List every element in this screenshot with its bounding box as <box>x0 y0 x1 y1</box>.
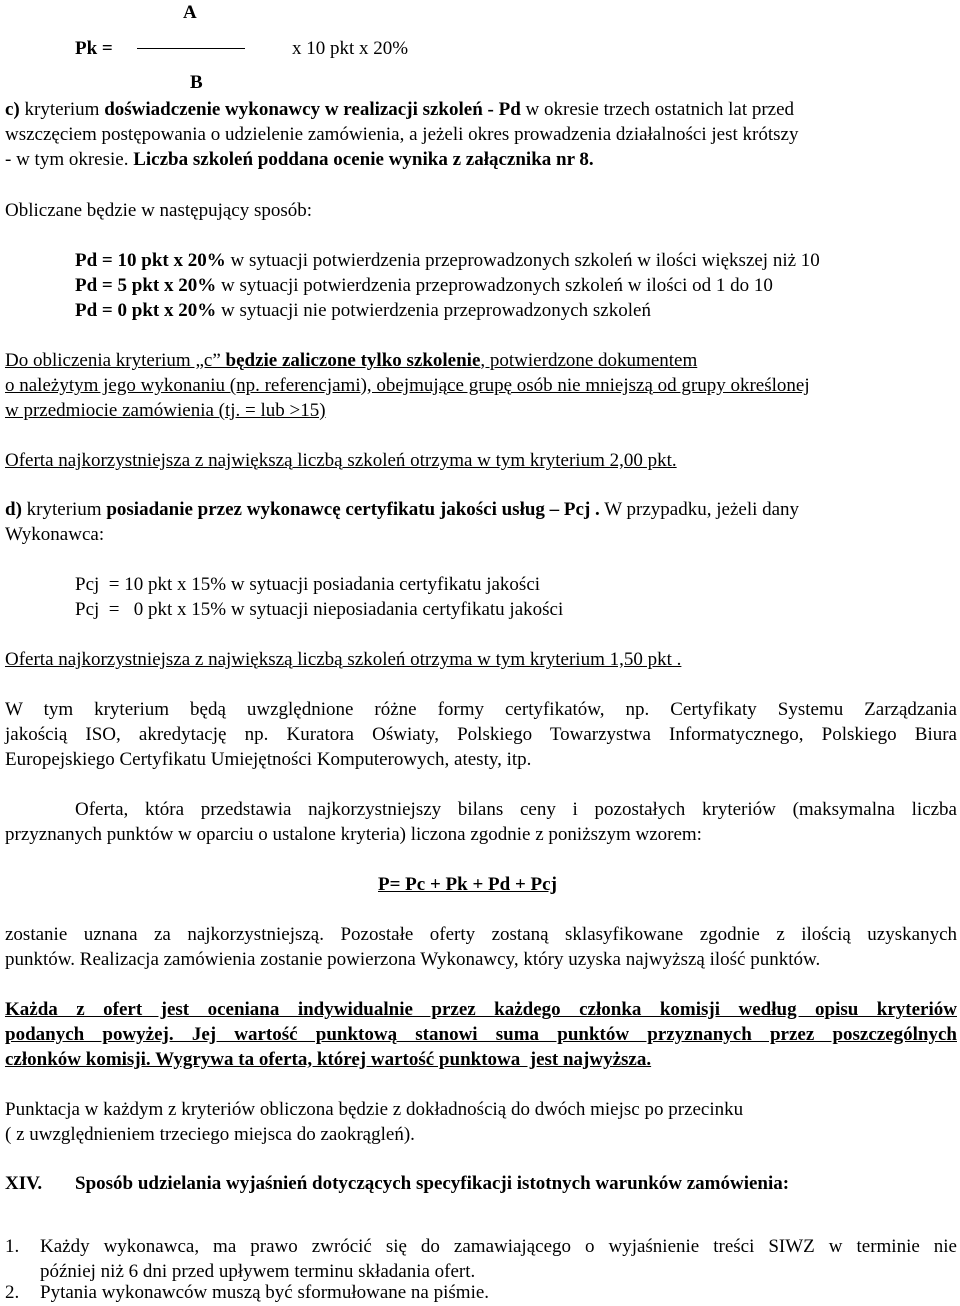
note-line3: w przedmiocie zamówienia (tj. = lub >15) <box>5 400 326 421</box>
section-c-letter: c) <box>5 99 20 120</box>
note-line1-bold: będzie zaliczone tylko szkolenie <box>225 350 481 371</box>
bold-note-line2: podanych powyżej. Jej wartość punktową stanowi suma punktów przyznanych przez poszczególnych <box>5 1024 957 1045</box>
fraction-bar <box>137 48 245 49</box>
bold-note-line1: Każda z ofert jest oceniana indywidualnie przez każdego członka komisji według opisu kryteriów <box>5 999 957 1020</box>
xiv-item-1-line2: później niż 6 dni przed upływem terminu składania ofert. <box>40 1261 476 1282</box>
pd-rule-2 <box>75 273 773 298</box>
section-d-line1-rest: W przypadku, jeżeli dany <box>599 499 800 520</box>
section-d-line1 <box>5 497 799 522</box>
xiv-item-1-number: 1. <box>5 1236 20 1257</box>
summary-formula: P= Pc + Pk + Pd + Pcj <box>378 874 557 895</box>
summary-p1-line2: przyznanych punktów w oparciu o ustalone kryteria) liczona zgodnie z poniższym wzorem: <box>5 824 702 845</box>
summary-p3-line2: ( z uwzględnieniem trzeciego miejsca do zaokrągleń). <box>5 1124 415 1145</box>
certs-line1: W tym kryterium będą uwzględnione różne formy certyfikatów, np. Certyfikaty Systemu Zarządzania <box>5 699 957 720</box>
section-c-criterion: doświadczenie wykonawcy w realizacji szkoleń - Pd <box>104 99 521 120</box>
section-d-letter: d) <box>5 499 22 520</box>
note-line1-a: Do obliczenia kryterium „c” <box>5 350 226 371</box>
pd-rule-1-formula: Pd = 10 pkt x 20% <box>75 250 226 271</box>
section-xiv-title: Sposób udzielania wyjaśnień dotyczących specyfikacji istotnych warunków zamówienia: <box>75 1173 790 1194</box>
formula-numerator: A <box>183 2 197 23</box>
section-d-criterion: posiadanie przez wykonawcę certyfikatu jakości usług – Pcj . <box>106 499 600 520</box>
summary-p1-line1: Oferta, która przedstawia najkorzystniejszy bilans ceny i pozostałych kryteriów (maksymalna liczba <box>75 799 957 820</box>
pd-rule-3-formula: Pd = 0 pkt x 20% <box>75 300 217 321</box>
section-c-line1-rest: w okresie trzech ostatnich lat przed <box>520 99 795 120</box>
note-line2: o należytym jego wykonaniu (np. referencjami), obejmujące grupę osób nie mniejszą od grupy określonej <box>5 375 810 396</box>
xiv-item-2-line1: Pytania wykonawców muszą być sformułowane na piśmie. <box>40 1282 490 1303</box>
section-c-line3-bold: Liczba szkoleń poddana ocenie wynika z załącznika nr 8. <box>133 149 594 170</box>
best-offer-c: Oferta najkorzystniejsza z największą liczbą szkoleń otrzyma w tym kryterium 2,00 pkt. <box>5 450 677 471</box>
pcj-rule-1: Pcj = 10 pkt x 15% w sytuacji posiadania certyfikatu jakości <box>75 574 541 595</box>
bold-note-line3: członków komisji. Wygrywa ta oferta, której wartość punktowa jest najwyższa. <box>5 1049 652 1070</box>
xiv-item-2-number: 2. <box>5 1282 20 1303</box>
section-xiv-number: XIV. <box>5 1173 43 1194</box>
section-c-line1 <box>5 97 794 122</box>
section-c-intro: kryterium <box>19 99 105 120</box>
summary-p2-line2: punktów. Realizacja zamówienia zostanie powierzona Wykonawcy, który uzyska najwyższą ilość punktów. <box>5 949 821 970</box>
note-line1-b: , potwierdzone dokumentem <box>480 350 698 371</box>
section-c-line2: wszczęciem postępowania o udzielenie zamówienia, a jeżeli okres prowadzenia działalności jest krótszy <box>5 124 799 145</box>
section-d-intro: kryterium <box>21 499 107 520</box>
formula-lhs: Pk = <box>75 38 113 59</box>
summary-p3-line1: Punktacja w każdym z kryteriów obliczona będzie z dokładnością do dwóch miejsc po przecinku <box>5 1099 744 1120</box>
best-offer-d: Oferta najkorzystniejsza z największą liczbą szkoleń otrzyma w tym kryterium 1,50 pkt . <box>5 649 682 670</box>
certs-line3: Europejskiego Certyfikatu Umiejętności Komputerowych, atesty, itp. <box>5 749 532 770</box>
summary-p2-line1: zostanie uznana za najkorzystniejszą. Pozostałe oferty zostaną sklasyfikowane zgodnie z ilością uzyskanych <box>5 924 957 945</box>
pd-rule-3 <box>75 298 651 323</box>
section-c-line3 <box>5 147 594 172</box>
pcj-rule-2: Pcj = 0 pkt x 15% w sytuacji nieposiadania certyfikatu jakości <box>75 599 564 620</box>
pd-rule-2-text: w sytuacji potwierdzenia przeprowadzonych szkoleń w ilości od 1 do 10 <box>216 275 773 296</box>
pd-rule-1 <box>75 248 820 273</box>
calc-intro: Obliczane będzie w następujący sposób: <box>5 200 313 221</box>
note-line1 <box>5 348 697 373</box>
formula-denominator: B <box>190 72 203 93</box>
pd-rule-2-formula: Pd = 5 pkt x 20% <box>75 275 217 296</box>
xiv-item-1-line1: Każdy wykonawca, ma prawo zwrócić się do zamawiającego o wyjaśnienie treści SIWZ w terminie nie <box>40 1236 957 1257</box>
section-d-line2: Wykonawca: <box>5 524 105 545</box>
formula-rhs: x 10 pkt x 20% <box>292 38 409 59</box>
pd-rule-3-text: w sytuacji nie potwierdzenia przeprowadzonych szkoleń <box>216 300 651 321</box>
section-c-line3-start: - w tym okresie. <box>5 149 134 170</box>
certs-line2: jakością ISO, akredytację np. Kuratora Oświaty, Polskiego Towarzystwa Informatycznego, Polskiego Biura <box>5 724 957 745</box>
pd-rule-1-text: w sytuacji potwierdzenia przeprowadzonych szkoleń w ilości większej niż 10 <box>225 250 820 271</box>
